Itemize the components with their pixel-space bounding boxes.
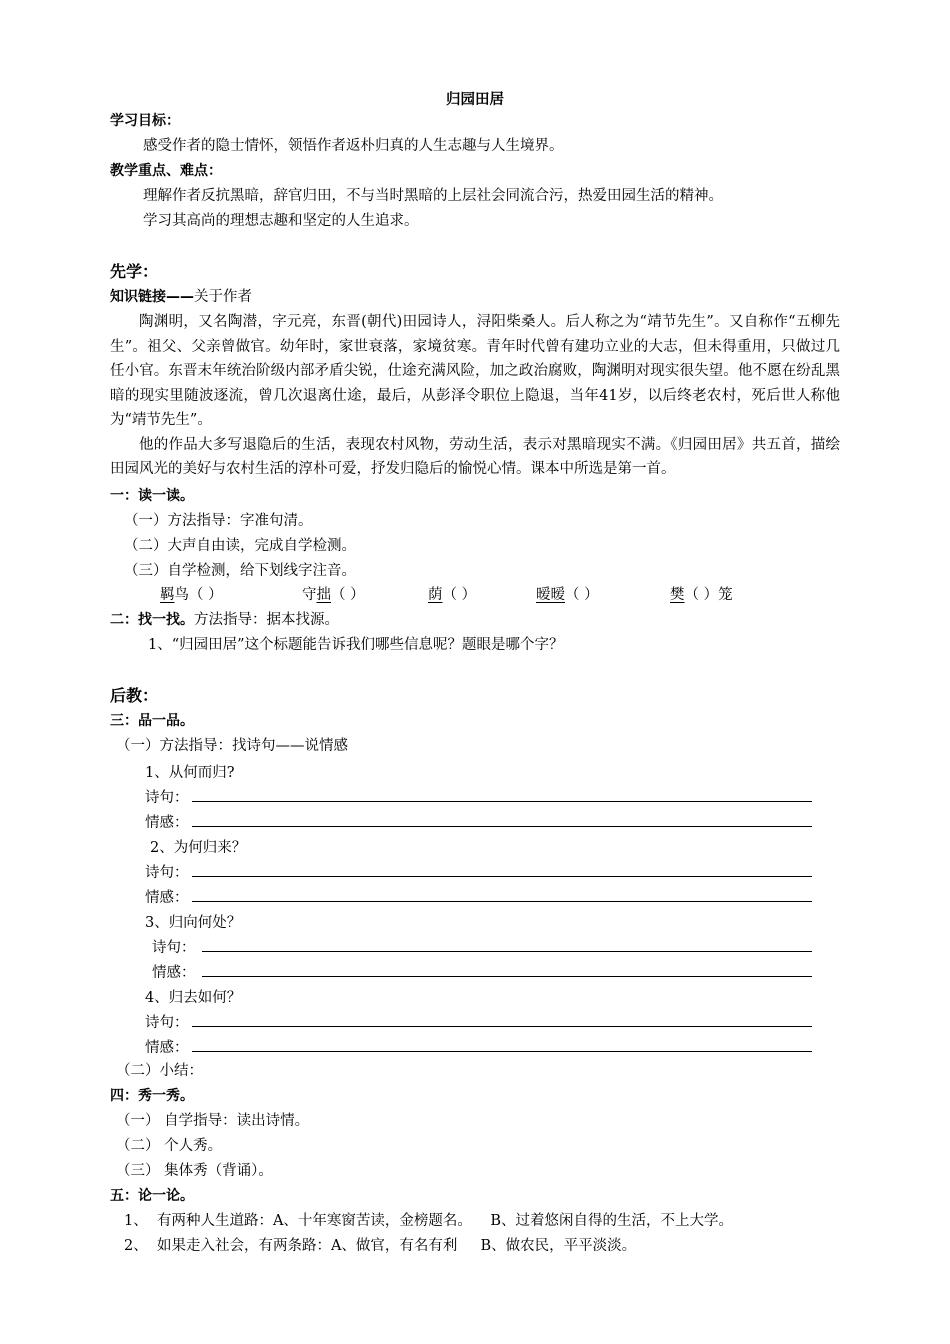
discuss-heading: 五：论一论。 <box>110 1188 194 1204</box>
pinyin-item-4: 暧暧（ ） <box>536 587 599 603</box>
question-3: 3、归向何处？ <box>145 915 242 931</box>
feeling-label-4: 情感： <box>145 1040 189 1056</box>
focus-line-1: 理解作者反抗黑暗，辞官归田，不与当时黑暗的上层社会同流合污，热爱田园生活的精神。 <box>143 188 723 204</box>
page-title: 归园田居 <box>446 92 504 108</box>
show-item-3: （三） 集体秀（背诵）。 <box>116 1163 273 1179</box>
read-item-3: （三）自学检测，给下划线字注音。 <box>124 563 356 579</box>
poem-label-4: 诗句： <box>145 1015 189 1031</box>
poem-answer-line-2[interactable] <box>192 876 812 877</box>
post-heading: 后教： <box>110 686 159 705</box>
find-guide: 方法指导：据本找源。 <box>194 612 339 628</box>
show-item-1: （一） 自学指导：读出诗情。 <box>116 1113 310 1129</box>
feeling-answer-line-1[interactable] <box>192 826 812 827</box>
taste-heading: 三：品一品。 <box>110 713 194 729</box>
read-item-1: （一）方法指导：字准句清。 <box>124 513 313 529</box>
knowledge-link-label: 知识链接—— <box>110 289 194 305</box>
pinyin-item-2: 守拙（ ） <box>302 587 365 603</box>
taste-method: （一）方法指导：找诗句——说情感 <box>116 738 348 754</box>
read-item-2: （二）大声自由读，完成自学检测。 <box>124 538 356 554</box>
feeling-label-1: 情感： <box>145 815 189 831</box>
show-heading: 四：秀一秀。 <box>110 1088 194 1104</box>
focus-heading: 教学重点、难点： <box>110 163 222 179</box>
show-item-2: （二） 个人秀。 <box>116 1138 223 1154</box>
feeling-answer-line-3[interactable] <box>202 976 812 977</box>
question-2: 2、为何归来？ <box>150 840 247 856</box>
poem-label-1: 诗句： <box>145 790 189 806</box>
goals-text: 感受作者的隐士情怀，领悟作者返朴归真的人生志趣与人生境界。 <box>143 138 564 154</box>
feeling-answer-line-2[interactable] <box>192 901 812 902</box>
question-4: 4、归去如何？ <box>145 990 242 1006</box>
pinyin-item-1: 羁鸟（ ） <box>160 587 223 603</box>
find-question-1: 1、“归园田居”这个标题能告诉我们哪些信息呢？题眼是哪个字？ <box>148 637 564 653</box>
poem-answer-line-3[interactable] <box>202 951 812 952</box>
find-line <box>110 610 339 630</box>
poem-label-3: 诗句： <box>152 940 196 956</box>
discuss-item-2: 2、 如果走入社会，有两条路：A、做官，有名有利 B、做农民，平平淡淡。 <box>124 1238 637 1254</box>
summary-label: （二）小结： <box>116 1063 203 1079</box>
read-heading: 一：读一读。 <box>110 488 194 504</box>
feeling-label-3: 情感： <box>152 965 196 981</box>
author-intro <box>110 310 840 482</box>
question-1: 1、从何而归? <box>145 765 235 781</box>
author-paragraph-1: 陶渊明，又名陶潜，字元亮，东晋(朝代)田园诗人，浔阳柴桑人。后人称之为“靖节先生”。又自称作“五柳先生”。祖父、父亲曾做官。幼年时，家世衰落，家境贫寒。青年时代曾有建功立业的大志，但未得重用，只做过几任小官。东晋末年统治阶级内部矛盾尖锐，仕途充满风险，加之政治腐败，陶渊明对现实很失望。他不愿在纷乱黑暗的现实里随波逐流，曾几次退离仕途，最后，从彭泽令职位上隐退，当年41岁，以后终老农村，死后世人称他为“靖节先生”。 <box>110 314 840 428</box>
feeling-answer-line-4[interactable] <box>192 1051 812 1052</box>
poem-answer-line-4[interactable] <box>192 1026 812 1027</box>
feeling-label-2: 情感： <box>145 890 189 906</box>
goals-heading: 学习目标： <box>110 113 180 129</box>
pinyin-item-5: 樊（ ）笼 <box>670 587 733 603</box>
pinyin-item-3: 荫（ ） <box>428 587 477 603</box>
knowledge-link <box>110 287 252 307</box>
author-paragraph-2: 他的作品大多写退隐后的生活，表现农村风物，劳动生活，表示对黑暗现实不满。《归园田居》共五首，描绘田园风光的美好与农村生活的淳朴可爱，抒发归隐后的愉悦心情。课本中所选是第一首。 <box>110 436 840 477</box>
focus-line-2: 学习其高尚的理想志趣和坚定的人生追求。 <box>143 213 419 229</box>
pre-heading: 先学： <box>110 262 159 281</box>
knowledge-link-topic: 关于作者 <box>194 289 252 305</box>
poem-label-2: 诗句： <box>145 865 189 881</box>
discuss-item-1: 1、 有两种人生道路：A、十年寒窗苦读，金榜题名。 B、过着悠闲自得的生活，不上大学。 <box>124 1213 734 1229</box>
find-heading: 二：找一找。 <box>110 612 194 628</box>
poem-answer-line-1[interactable] <box>192 801 812 802</box>
